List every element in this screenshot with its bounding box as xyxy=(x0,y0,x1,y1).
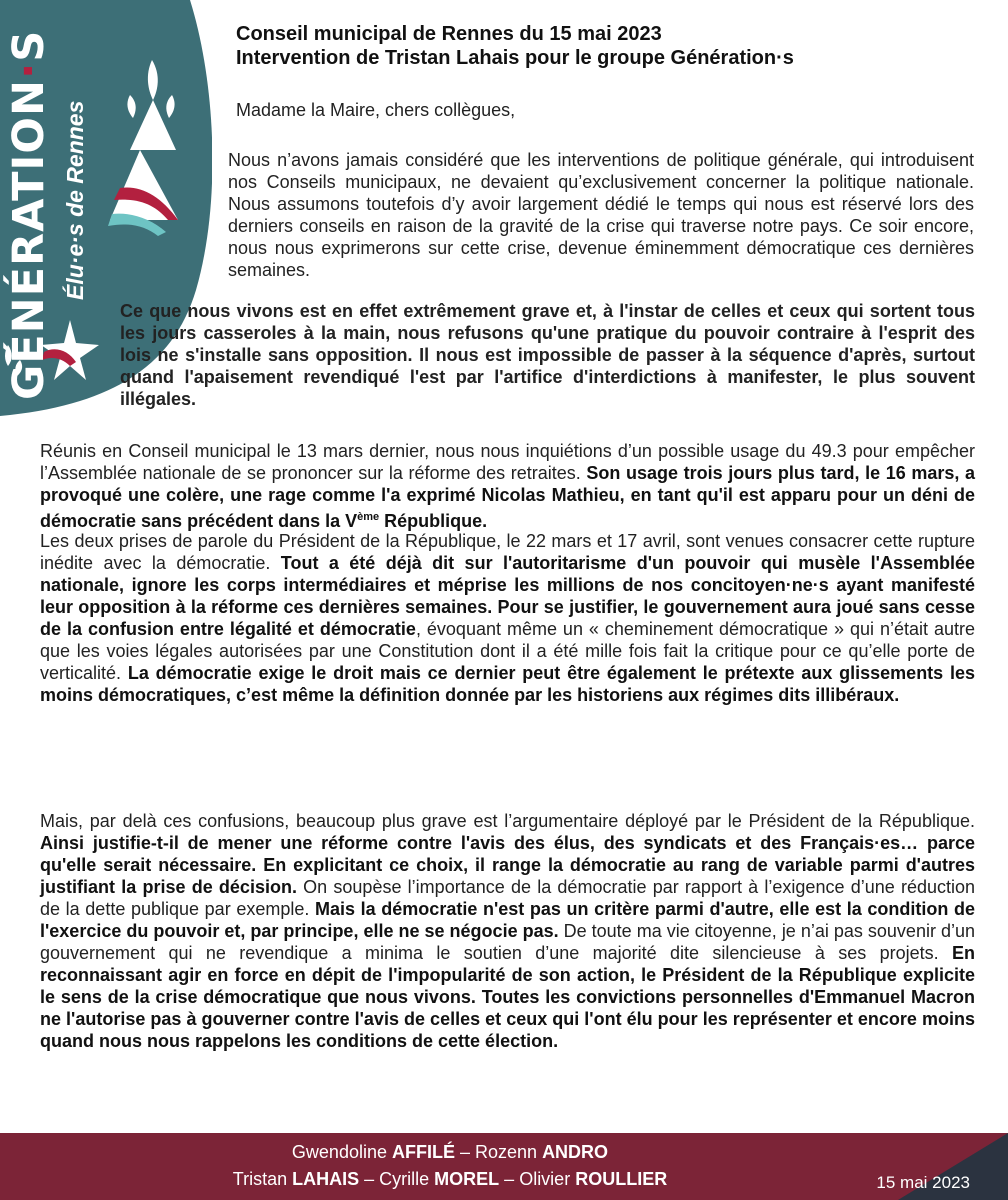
paragraph-bold-statement: Ce que nous vivons est en effet extrêmement grave et, à l'instar de celles et ceux qui sortent tous les jours casseroles à la main, nous refusons qu'une pratique du pouvoir contraire à l'esprit des lois ne s'installe sans opposition. Il nous est impossible de passer à la séquence d'après, surtout quand l'apaisement revendiqué l'est par l'artifice d'interdictions à manifester, le plus souvent illégales. xyxy=(120,301,975,409)
footer-names-line1 xyxy=(0,1139,900,1166)
p5-bold-d: Mais la démocratie n'est pas un critère parmi d'autre, elle est la condition de l'exercice du pouvoir et, par principe, elle ne se négocie pas. xyxy=(40,899,976,941)
footer-date: 15 mai 2023 xyxy=(876,1173,970,1192)
header-title: Conseil municipal de Rennes du 15 mai 2023 xyxy=(236,23,662,45)
p5-bold-f: En reconnaissant agir en force en dépit de l'impopularité de son action, le Président de la République explicite le sens de la crise démocratique que nous vivons. Toutes les convictions personnelles d'Emmanuel Macron ne l'autorise pas à gouverner contre l'avis de celles et ceux qui l'ont élu pour les représenter et encore moins quand nous nous rappelons les conditions de cette élection. xyxy=(40,943,975,1051)
name-last: ANDRO xyxy=(542,1142,609,1162)
name-first: Gwendoline xyxy=(291,1142,392,1162)
p3-superscript: ème xyxy=(357,511,380,523)
footer-names-line2 xyxy=(0,1166,900,1193)
paragraph-49-3 xyxy=(40,440,975,532)
brand-subtitle: Élu·e·s de Rennes xyxy=(62,100,88,300)
name-first: Rozenn xyxy=(475,1142,543,1162)
name-separator: – xyxy=(499,1169,520,1189)
paragraph-intro: Nous n’avons jamais considéré que les interventions de politique générale, qui introduisent nos Conseils municipaux, ne devaient qu’exclusivement concerner la politique nationale. Nous assumons toutefois d’y avoir largement dédié le temps qui nous est réservé lors des derniers conseils en raison de la gravité de la crise qui traverse notre pays. Ce soir encore, nous nous exprimerons sur cette crise, devenue éminemment démocratique ces dernières semaines. xyxy=(228,150,974,280)
document-header xyxy=(236,22,976,70)
name-first: Cyrille xyxy=(379,1169,435,1189)
name-first: Olivier xyxy=(519,1169,576,1189)
brand-name xyxy=(4,29,54,400)
salutation: Madame la Maire, chers collègues, xyxy=(236,100,516,120)
p5-text-c: On soupèse l’importance de la démocratie par rapport à l’exigence d’une réduction de la dette publique par exemple. xyxy=(40,877,976,919)
name-last: ROULLIER xyxy=(575,1169,668,1189)
p5-bold-b: Ainsi justifie-t-il de mener une réforme contre l'avis des élus, des syndicats et des Français·es… parce qu'elle serait nécessaire. En explicitant ce choix, il range la démocratie au rang de variable parmi d'autres justifiant la prise de décision. xyxy=(40,833,975,897)
footer-names xyxy=(0,1139,900,1193)
p3-bold-c: République. xyxy=(379,511,488,531)
p5-text-a: Mais, par delà ces confusions, beaucoup plus grave est l’argumentaire déployé par le Président de la République. xyxy=(40,811,975,831)
paragraph-argument xyxy=(40,810,975,1052)
p3-text-a: Réunis en Conseil municipal le 13 mars dernier, nous nous inquiétions d’un possible usage du 49.3 pour empêcher l’Assemblée nationale de se prononcer sur la réforme des retraites. xyxy=(40,441,975,483)
name-first: Tristan xyxy=(232,1169,293,1189)
paragraph-president xyxy=(40,530,975,706)
brand-name-part1: GÉNÉRATION xyxy=(4,79,54,400)
name-separator: – xyxy=(455,1142,476,1162)
p3-bold-b: Son usage trois jours plus tard, le 16 mars, a provoqué une colère, une rage comme l'a exprimé Nicolas Mathieu, en tant qu'il est apparu pour un déni de démocratie sans précédent dans la V xyxy=(40,463,975,531)
p4-bold-b: Tout a été déjà dit sur l'autoritarisme d'un pouvoir qui musèle l'Assemblée nationale, ignore les corps intermédiaires et méprise les millions de nos concitoyen·ne·s ayant manifesté leur opposition à la réforme ces dernières semaines. Pour se justifier, le gouvernement aura joué sans cesse de la confusion entre légalité et démocratie xyxy=(40,553,976,639)
brand-name-part2: S xyxy=(4,29,54,62)
brand-dot: · xyxy=(4,61,54,80)
name-last: LAHAIS xyxy=(292,1169,360,1189)
header-subtitle: Intervention de Tristan Lahais pour le groupe Génération·s xyxy=(236,47,794,69)
name-last: AFFILÉ xyxy=(392,1142,455,1162)
p4-bold-d: La démocratie exige le droit mais ce dernier peut être également le prétexte aux glissements les moins démocratiques, c’est même la définition donnée par les historiens aux régimes dits illibéraux. xyxy=(40,663,975,705)
p4-text-a: Les deux prises de parole du Président de la République, le 22 mars et 17 avril, sont venues consacrer cette rupture inédite avec la démocratie. xyxy=(40,531,975,573)
p5-text-e: De toute ma vie citoyenne, je n’ai pas souvenir d’un gouvernement qui ne revendique a minima le soutien d’une majorité dite silencieuse à ses projets. xyxy=(40,921,975,963)
name-last: MOREL xyxy=(434,1169,500,1189)
p4-text-c: , évoquant même un « cheminement démocratique » qui n’était autre que les voies légales autorisées par une Constitution dont il a été mille fois fait la critique pour ce qu’elle porte de verticalité. xyxy=(40,619,975,683)
footer-band xyxy=(0,1133,1008,1200)
name-separator: – xyxy=(359,1169,380,1189)
